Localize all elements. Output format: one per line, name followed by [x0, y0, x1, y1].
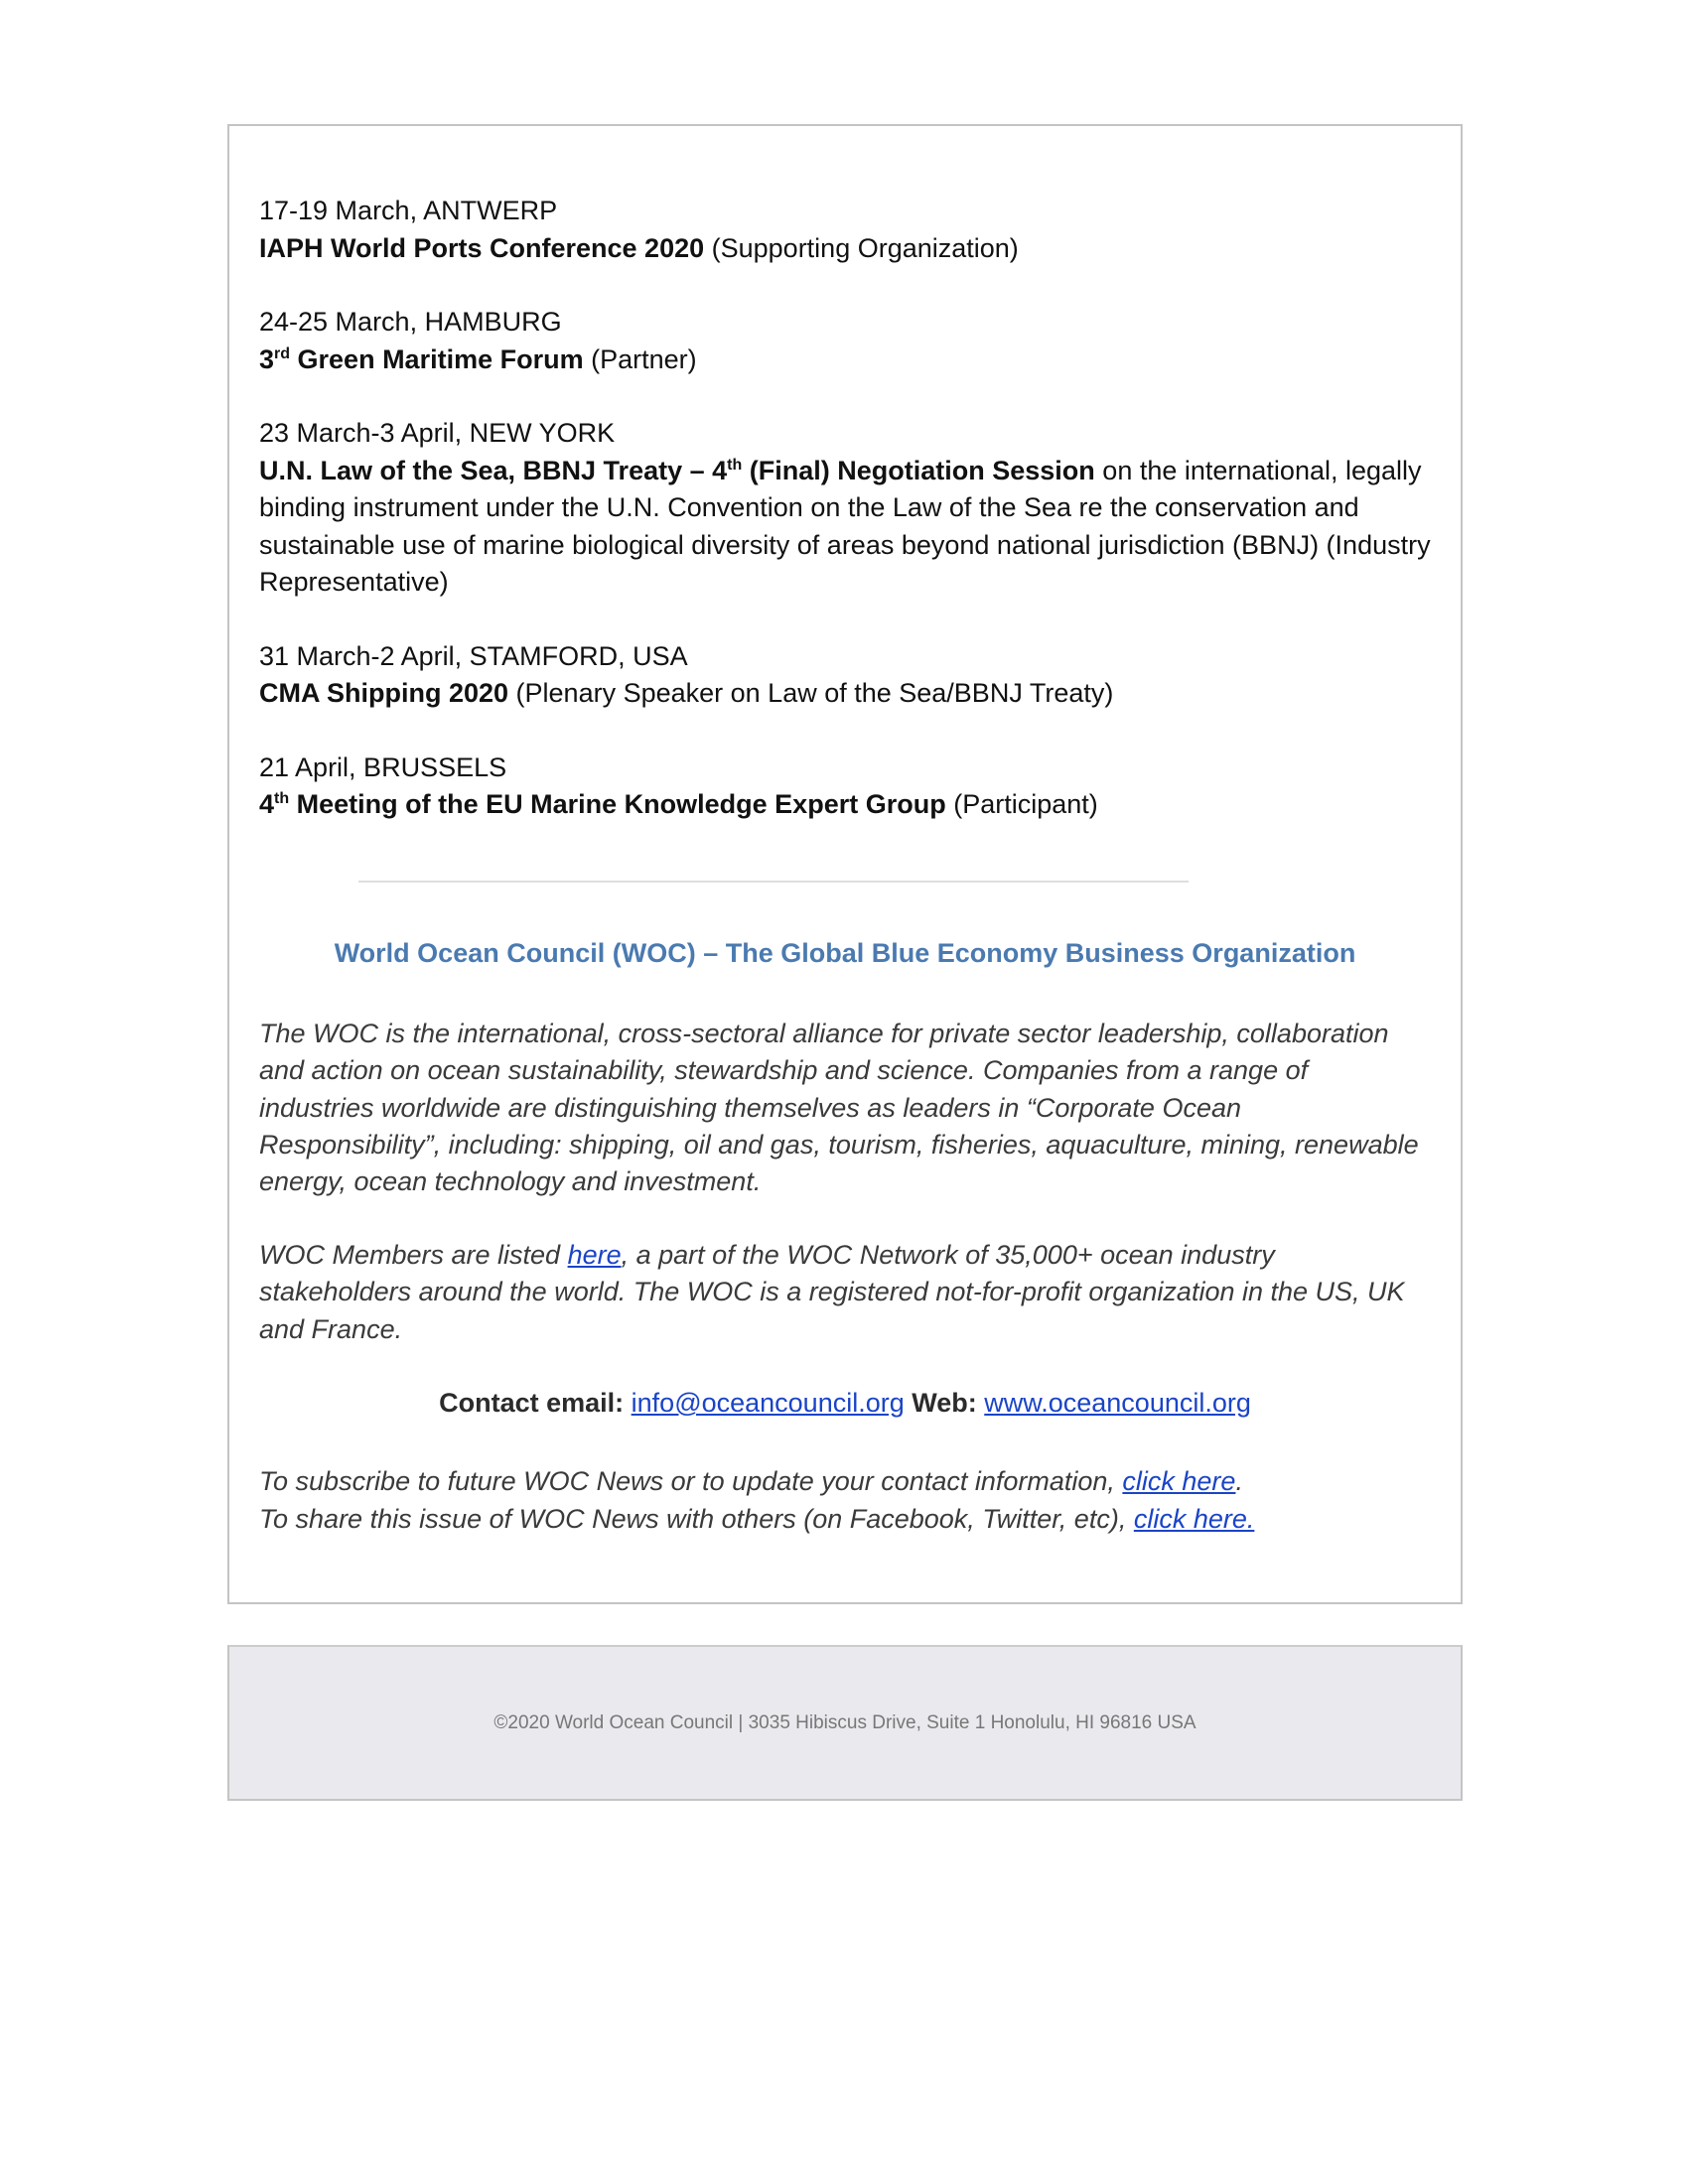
subscribe-section [259, 1462, 1431, 1538]
event-title [259, 456, 1095, 485]
event-description [259, 786, 1431, 824]
event-role: (Partner) [583, 343, 697, 374]
newsletter-card [227, 124, 1463, 1604]
subscribe-text: To subscribe to future WOC News or to update your contact information, [259, 1466, 1123, 1496]
event-description [259, 675, 1431, 713]
event-title: CMA Shipping 2020 [259, 678, 509, 708]
event-title-pre: U.N. Law of the Sea, BBNJ Treaty – 4 [259, 455, 728, 485]
contact-web-label: Web: [904, 1388, 985, 1418]
subscribe-period: . [1235, 1466, 1243, 1496]
event-role: (Participant) [945, 789, 1098, 819]
event-title-name: Green Maritime Forum [290, 343, 584, 374]
event-description [259, 341, 1431, 379]
event-title-suffix: th [727, 456, 743, 474]
contact-email-link[interactable]: info@oceancouncil.org [631, 1388, 905, 1418]
event-date-location: 24-25 March, HAMBURG [259, 307, 562, 337]
subscribe-line [259, 1462, 1431, 1500]
event-item-brussels [259, 750, 1431, 824]
woc-members-paragraph [259, 1237, 1421, 1348]
contact-email-label: Contact email: [439, 1388, 632, 1418]
members-text-post: , a part of the WOC Network of 35,000+ ocean industry stakeholders around the world. The WOC is a registered not-for-profit organization in the US, UK and France. [259, 1240, 1405, 1344]
event-date-location: 31 March-2 April, STAMFORD, USA [259, 640, 688, 671]
event-title-post: (Final) Negotiation Session [742, 455, 1095, 485]
event-item-new-york [259, 415, 1431, 602]
event-title: IAPH World Ports Conference 2020 [259, 232, 705, 263]
page-footer [227, 1645, 1463, 1801]
footer-address: ©2020 World Ocean Council | 3035 Hibiscus Drive, Suite 1 Honolulu, HI 96816 USA [493, 1712, 1196, 1733]
event-item-hamburg [259, 304, 1431, 378]
event-role: (Plenary Speaker on Law of the Sea/BBNJ Treaty) [508, 678, 1114, 708]
event-date-location: 23 March-3 April, NEW YORK [259, 418, 616, 448]
woc-about-paragraph: The WOC is the international, cross-sectoral alliance for private sector leadership, collaboration and action on ocean sustainability, stewardship and science. Companies from a range of industries worldwide are distinguishing themselves as leaders in “Corporate Ocean Responsibility”, including: shipping, oil and gas, tourism, fisheries, aquaculture, mining, renewable energy, ocean technology and investment. [259, 1019, 1419, 1197]
event-description [259, 230, 1431, 268]
section-divider [358, 881, 1189, 883]
woc-title: World Ocean Council (WOC) – The Global Blue Economy Business Organization [334, 938, 1356, 968]
event-title-ordinal: 4 [259, 789, 275, 819]
share-line [259, 1500, 1431, 1538]
members-here-link[interactable]: here [567, 1240, 622, 1270]
contact-web-link[interactable]: www.oceancouncil.org [984, 1388, 1251, 1418]
event-date-location: 17-19 March, ANTWERP [259, 196, 558, 225]
members-text-pre: WOC Members are listed [259, 1240, 568, 1270]
event-description [259, 453, 1431, 602]
event-title [259, 344, 584, 374]
share-click-here-link[interactable]: click here. [1133, 1504, 1255, 1534]
event-title-name: Meeting of the EU Marine Knowledge Expert Group [289, 789, 946, 819]
share-text: To share this issue of WOC News with others (on Facebook, Twitter, etc), [259, 1504, 1134, 1534]
subscribe-click-here-link[interactable]: click here [1122, 1466, 1236, 1496]
event-title-ordinal: 3 [259, 343, 275, 374]
events-list [259, 193, 1431, 861]
event-role: (Supporting Organization) [704, 232, 1019, 263]
event-title-suffix: rd [274, 344, 291, 362]
event-date-location: 21 April, BRUSSELS [259, 751, 507, 782]
event-title-suffix: th [274, 790, 290, 807]
event-role: on the international, legally binding instrument under the U.N. Convention on the Law of the Sea re the conservation and sustainable use of marine biological diversity of areas beyond national jurisdiction (BBNJ) (Industry Representative) [259, 455, 1431, 597]
event-title [259, 789, 946, 819]
event-item-antwerp [259, 193, 1431, 267]
contact-line [229, 1388, 1461, 1419]
event-item-stamford [259, 638, 1431, 713]
